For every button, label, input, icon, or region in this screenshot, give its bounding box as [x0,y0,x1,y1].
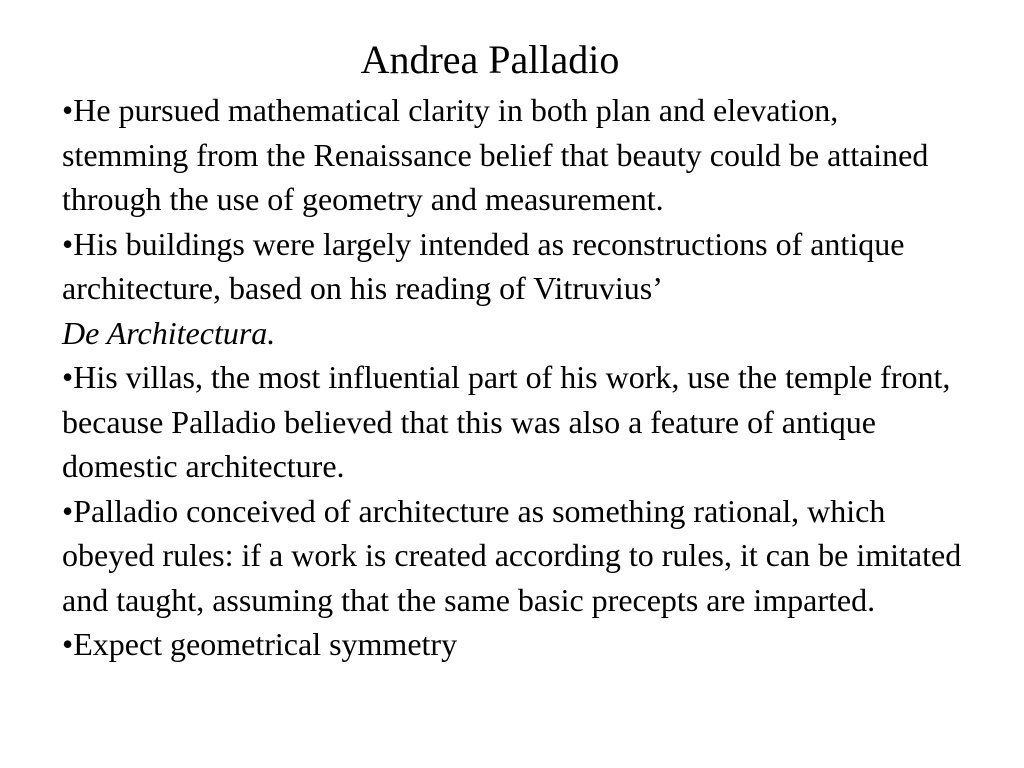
bullet-text: Expect geometrical symmetry [73,626,458,662]
bullet-text: He pursued mathematical clarity in both plan and elevation, stemming from the Renaissance belief that beauty could be attained through the use of geometry and measurement. [62,92,929,217]
bullet-symbol: • [62,359,74,395]
bullet-item-villas-temple-front [62,355,962,489]
bullet-text: Palladio conceived of architecture as something rational, which obeyed rules: if a work is created according to rules, it can be imitated and taught, assuming that the same basic precepts are imparted. [62,492,962,618]
bullet-item-mathematical-clarity [62,88,962,222]
bullet-list [62,88,962,667]
bullet-symbol: • [62,225,74,262]
bullet-text: His villas, the most influential part of his work, use the temple front, because Palladio believed that this was also a feature of antique domestic architecture. [62,359,951,484]
bullet-item-rational-architecture [62,489,962,623]
bullet-emphasis-book-title: De Architectura. [62,314,276,351]
bullet-text: His buildings were largely intended as reconstructions of antique architecture, based on his reading of Vitruvius’ [62,225,905,306]
bullet-symbol: • [62,92,74,128]
bullet-item-antique-reconstructions [62,222,962,356]
slide-title: Andrea Palladio [360,37,620,82]
bullet-item-geometrical-symmetry [62,622,962,667]
bullet-symbol: • [62,492,74,529]
bullet-symbol: • [62,626,74,662]
